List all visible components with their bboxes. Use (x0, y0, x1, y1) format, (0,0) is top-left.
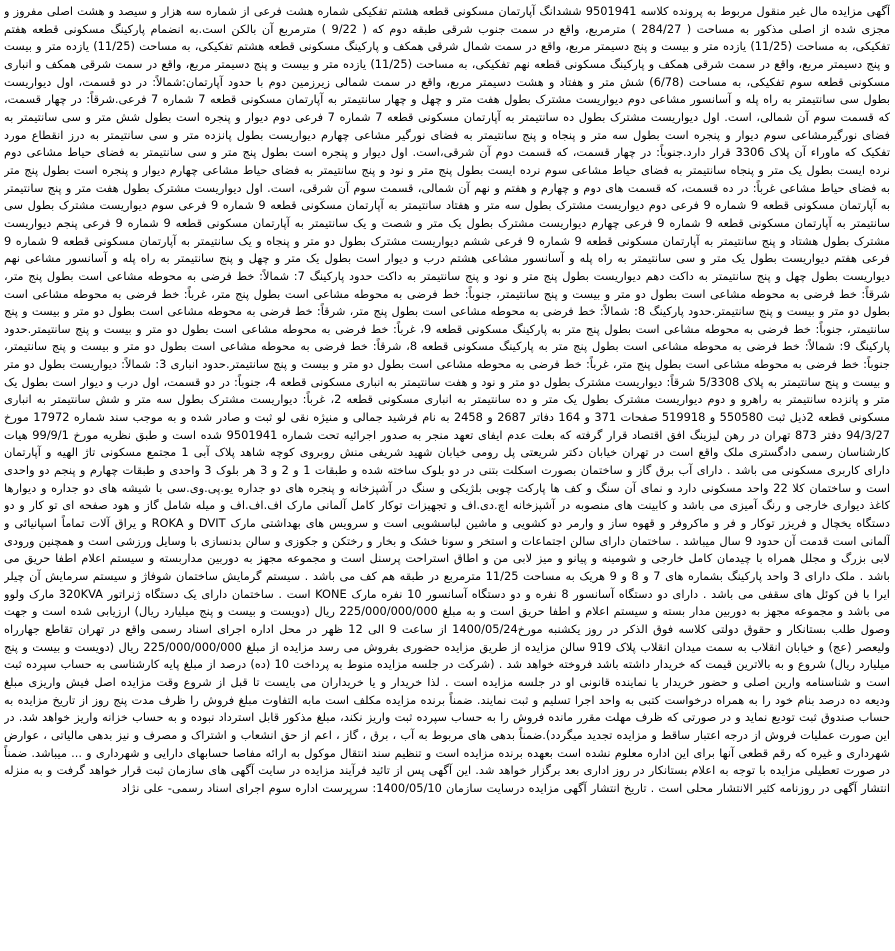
notice-text: آگهی مزایده مال غیر منقول مربوط به پرونده کلاسه 9501941 ششدانگ آپارتمان مسکونی قطعه هشتم تفکیکی شماره هشت فرعی از شماره سه هزار و سیصد و هشت اصلی مفروز و مجزی شده از اصلی مذکور به مساحت ( 284/27 ) مترمربع، واقع در سمت جنوب شرقی طبقه دوم که ( 9/22 ) مترمربع آن بالکن است.به انضمام پارکینگ مسکونی قطعه هفتم تفکیکی، به مساحت (11/25) یازده متر و بیست و پنج دسیمتر مربع، واقع در سمت شمال شرقی همکف و پارکینگ مسکونی قطعه هشتم تفکیکی، به مساحت (11/25) یازده متر و بیست و پنج دسیمتر مربع، واقع در سمت شرقی همکف و پارکینگ مسکونی قطعه نهم تفکیکی، به مساحت (11/25) یازده متر و بیست و پنج دسیمتر مربع، واقع در سمت شرقی همکف و انباری مسکونی قطعه سوم تفکیکی، به مساحت (6/78) شش متر و هفتاد و هشت دسیمتر مربع، واقع در سمت شمالی زیرزمین دوم با حدود آپارتمان:شمالاً: در دو قسمت، اول دیواریست بطول سی سانتیمتر به راه پله و آسانسور مشاعی دوم دیواریست مشترک بطول هفت متر و چهل و چهار سانتیمتر به آپارتمان مسکونی قطعه 7 شماره 7 فرعی.شرقاً: در چهار قسمت، که قسمت سوم آن شمالی، است. اول دیواریست مشترک بطول ده سانتیمتر به آپارتمان مسکونی قطعه 7 شماره 7 فرعی دوم دیوار و پنجره است بطول شش متر و سی سانتیمتر به فضای نورگیرمشاعی سوم دیوار و پنجره است بطول سه متر و پنجاه و پنج سانتیمتر به فضای نورگیر مشاعی چهارم دیواریست بطول پانزده متر و سی سانتیمتر به درز انقطاع مورد تفکیک که ماوراء آن پلاک 3306 قرار دارد.جنوباً: در چهار قسمت، که قسمت دوم آن شرقی،است. اول دیوار و پنجره است بطول پنج متر و سی سانتیمتر به فضای حیاط مشاعی دوم نرده ایست بطول یک متر و پنجاه سانتیمتر به فضای حیاط مشاعی سوم نرده ایست بطول پنج متر و نود و پنج سانتیمتر به فضای حیاط مشاعی چهارم دیوار و پنجره است بطول پنج متر به فضای حیاط مشاعی غرباً: در ده قسمت، که قسمت های دوم و چهارم و هفتم و نهم آن شمالی، قسمت سوم آن شرقی، است. اول دیواریست مشترک بطول هفت متر و پنج سانتیمتر به آپارتمان مسکونی قطعه 9 شماره 9 فرعی دوم دیواریست مشترک بطول سه متر و هفتاد سانتیمتر به آپارتمان مسکونی قطعه 9 شماره 9 فرعی سوم دیواریست مشترک بطول سی سانتیمتر به آپارتمان مسکونی قطعه 9 شماره 9 فرعی چهارم دیواریست مشترک بطول یک متر و شصت و یک سانتیمتر به آپارتمان مسکونی قطعه 9 شماره 9 فرعی پنجم دیواریست مشترک بطول هشتاد و پنج سانتیمتر به آپارتمان مسکونی قطعه 9 شماره 9 فرعی ششم دیواریست مشترک بطول دو متر و پنجاه و یک سانتیمتر به آپارتمان مسکونی قطعه 9 شماره 9 فرعی هفتم دیواریست بطول یک متر و سی سانتیمتر به راه پله و آسانسور مشاعی هشتم درب و دیوار است بطول یک متر و چهل و پنج سانتیمتر به راه پله و آسانسور مشاعی نهم دیواریست بطول چهل و پنج سانتیمتر به داکت دهم دیواریست بطول پنج متر و نود و پنج سانتیمتر به داکت حدود پارکینگ 7: شمالاً: خط فرضی به محوطه مشاعی است بطول پنج متر، شرقاً: خط فرضی به محوطه مشاعی است بطول دو متر و بیست و پنج سانتیمتر، جنوباً: خط فرضی به محوطه مشاعی است بطول پنج متر، غرباً: خط فرضی به محوطه مشاعی است بطول دو متر و بیست و پنج سانتیمتر.حدود پارکینگ 8: شمالاً: خط فرضی به محوطه مشاعی است بطول پنج متر، شرقاً: خط فرضی به محوطه مشاعی است بطول دو متر و بیست و پنج سانتیمتر، جنوباً: خط فرضی به محوطه مشاعی است بطول پنج متر به پارکینگ مسکونی قطعه 9، غرباً: خط فرضی به محوطه مشاعی است بطول دو متر و بیست و پنج سانتیمتر.حدود پارکینگ 9: شمالاً: خط فرضی به محوطه مشاعی است بطول پنج متر به پارکینگ مسکونی قطعه 8، شرقاً: خط فرضی به محوطه مشاعی است بطول دو متر و بیست و پنج سانتیمتر، جنوباً: خط فرضی به محوطه مشاعی است بطول پنج متر، غرباً: خط فرضی به محوطه مشاعی است بطول دو متر و بیست و پنج سانتیمتر.حدود انباری 3: شمالاً: دیواریست بطول دو متر و بیست و پنج سانتیمتر به پلاک 5/3308 شرقاً: دیواریست مشترک بطول دو متر و نود و هفت سانتیمتر به انباری مسکونی قطعه 4، جنوباً: در دو قسمت، اول درب و دیوار است بطول یک متر و پانزده سانتیمتر به راهرو و دوم دیواریست مشترک بطول یک متر و ده سانتیمتر به انباری مسکونی قطعه 2، غرباً: دیواریست مشترک بطول سه متر و شش سانتیمتر به انباری مسکونی قطعه 2ذیل ثبت 550580 و 519918 صفحات 371 و 164 دفاتر 2687 و 2458 به نام فرشید جمالی و منیژه نقی لو ثبت و صادر شده و به موجب سند شماره 17972 مورخ 94/3/27 دفتر 873 تهران در رهن لیزینگ افق اقتصاد قرار گرفته که بعلت عدم ایفای تعهد منجر به صدور اجرائیه تحت شماره 9501941 شده است و طبق نظریه مورخ 99/9/1 هیات کارشناسان رسمی دادگستری ملک واقع است در تهران خیابان دکتر شریعتی پل رومی خیابان شهید شریفی منش روبروی کوچه شاهد پلاک آبی 1 مجتمع مسکونی تاژ الهیه و آپارتمان دارای کاربری مسکونی می باشد . دارای آب برق گاز و ساختمان بصورت اسکلت بتنی در دو بلوک ساخته شده و طبقات 1 و 2 و 3 هر بلوک 3 واحدی و طبقات چهارم و پنجم دو واحدی است و ساختمان کلا 22 واحد مسکونی دارد و نمای آن سنگ و کف ها پارکت چوبی بلژیکی و سنگ در آشپزخانه و پنجره های دو جداره یو.پی.وی.سی با شیشه های دو جداره و دیوارها کاغذ دیواری خارجی و رنگ آمیزی می باشد و کابینت های منصوبه در آشپزخانه اچ.دی.اف و تجهیزات توکار کامل آلمانی مارک اف.اف.اف و میله شامل گاز و هود صفحه ای تو کار و دو دستگاه یخچال و فریزر توکار و فر و ماکروفر و قهوه ساز و وارمر دو کشویی و ماشین لباسشویی است و سرویس های بهداشتی مارک DVIT و ROKA و یراق آلات تماماً اسپانیائی و آلمانی است قدمت آن حدود 9 سال میباشد . ساختمان دارای سالن اجتماعات و استخر و سونا خشک و بخار و رختکن و جکوزی و سالن بدنسازی با وسایل ورزشی است و همچنین ورودی لابی بزرگ و مجلل همراه با چیدمان کامل خارجی و شومینه و پیانو و میز لابی من و اطاق استراحت پرسنل است و مجموعه مجهز به دوربین مداربسته و سیستم اعلام اطفا حریق می باشد . ملک دارای 3 واحد پارکینگ بشماره های 7 و 8 و 9 هریک به مساحت 11/25 مترمربع در طبقه هم کف می باشد . سیستم گرمایش ساختمان شوفاژ و سیستم سرمایش آن چیلر ایرا با فن کوئل های سقفی می باشد . دارای دو دستگاه آسانسور 8 نفره و دو دستگاه آسانسور 10 نفره مارک KONE است . ساختمان دارای یک دستگاه ژنراتور 320KVA مارک ولوو می باشد و مجموعه مجهز به دوربین مدار بسته و سیستم اعلام و اطفا حریق است و به مبلغ 225/000/000/000 ریال (دویست و بیست و پنج میلیارد ریال) ارزیابی شده است و جهت وصول طلب بستانکار و حقوق دولتی کلاسه فوق الذکر در روز یکشنبه مورخ1400/05/24 از ساعت 9 الی 12 ظهر در محل اداره اجرای اسناد رسمی واقع در تهران تقاطع جهارراه ولیعصر (عج) و خیابان انقلاب به سمت میدان انقلاب پلاک 919 سالن مزایده از طریق مزایده حضوری بفروش می رسد مزایده از مبلغ 225/000/000/000 ریال (دویست و بیست و پنج میلیارد ریال) شروع و به بالاترین قیمت که خریدار داشته باشد فروخته خواهد شد . (شرکت در جلسه مزایده منوط به پرداخت 10 (ده) درصد از مبلغ پایه کارشناسی به حساب سپرده ثبت است و شناسنامه وارین اصلی و حضور خریدار یا نماینده قانونی او در جلسه مزایده است . لذا خریدار و یا خریداران می بایست تا قبل از شروع وقت مزایده اصل فیش واریزی مبلغ ودیعه ده درصد بنام خود را به همراه درخواست کتبی به واحد اجرا تسلیم و ثبت نمایند. ضمناً برنده مزایده مکلف است مابه التفاوت مبلغ فروش را ظرف مدت پنج روز از تاریخ مزایده به حساب صندوق ثبت توديع نماید و در صورتی که ظرف مهلت مقرر مانده فروش را به حساب سپرده ثبت واریز نکند، مبلغ مذکور قابل استرداد نبوده و به حساب خزانه واریز خواهد شد. در این صورت عملیات فروش از درجه اعتبار ساقط و مزایده تجدید میگردد).ضمناً بدهی های مربوط به آب ، برق ، گاز ، اعم از حق انشعاب و اشتراک و مصرف و نیز بدهی مالیاتی ، عوارض شهرداری و غیره که رقم قطعی آنها برای این اداره معلوم نشده است بعهده برنده مزایده است و تنظیم سند انتقال موکول به ارائه مفاصا حسابهای دارایی و شهرداری و ... میباشد. ضمناً در صورت تعطیلی مزایده با توجه به اعلام بستانکار در روز اداری بعد برگزار خواهد شد. این آگهی پس از تائید فرآیند مزایده در سایت آگهی های سازمان ثبت قرار خواهد گرفت و به منزله انتشار آگهی در روزنامه کثیر الانتشار محلی است . تاریخ انتشار آگهی مزایده درسایت سازمان 1400/05/10: سرپرست اداره سوم اجرای اسناد رسمی- علی نژاد (4, 4, 890, 795)
auction-notice (4, 3, 890, 947)
